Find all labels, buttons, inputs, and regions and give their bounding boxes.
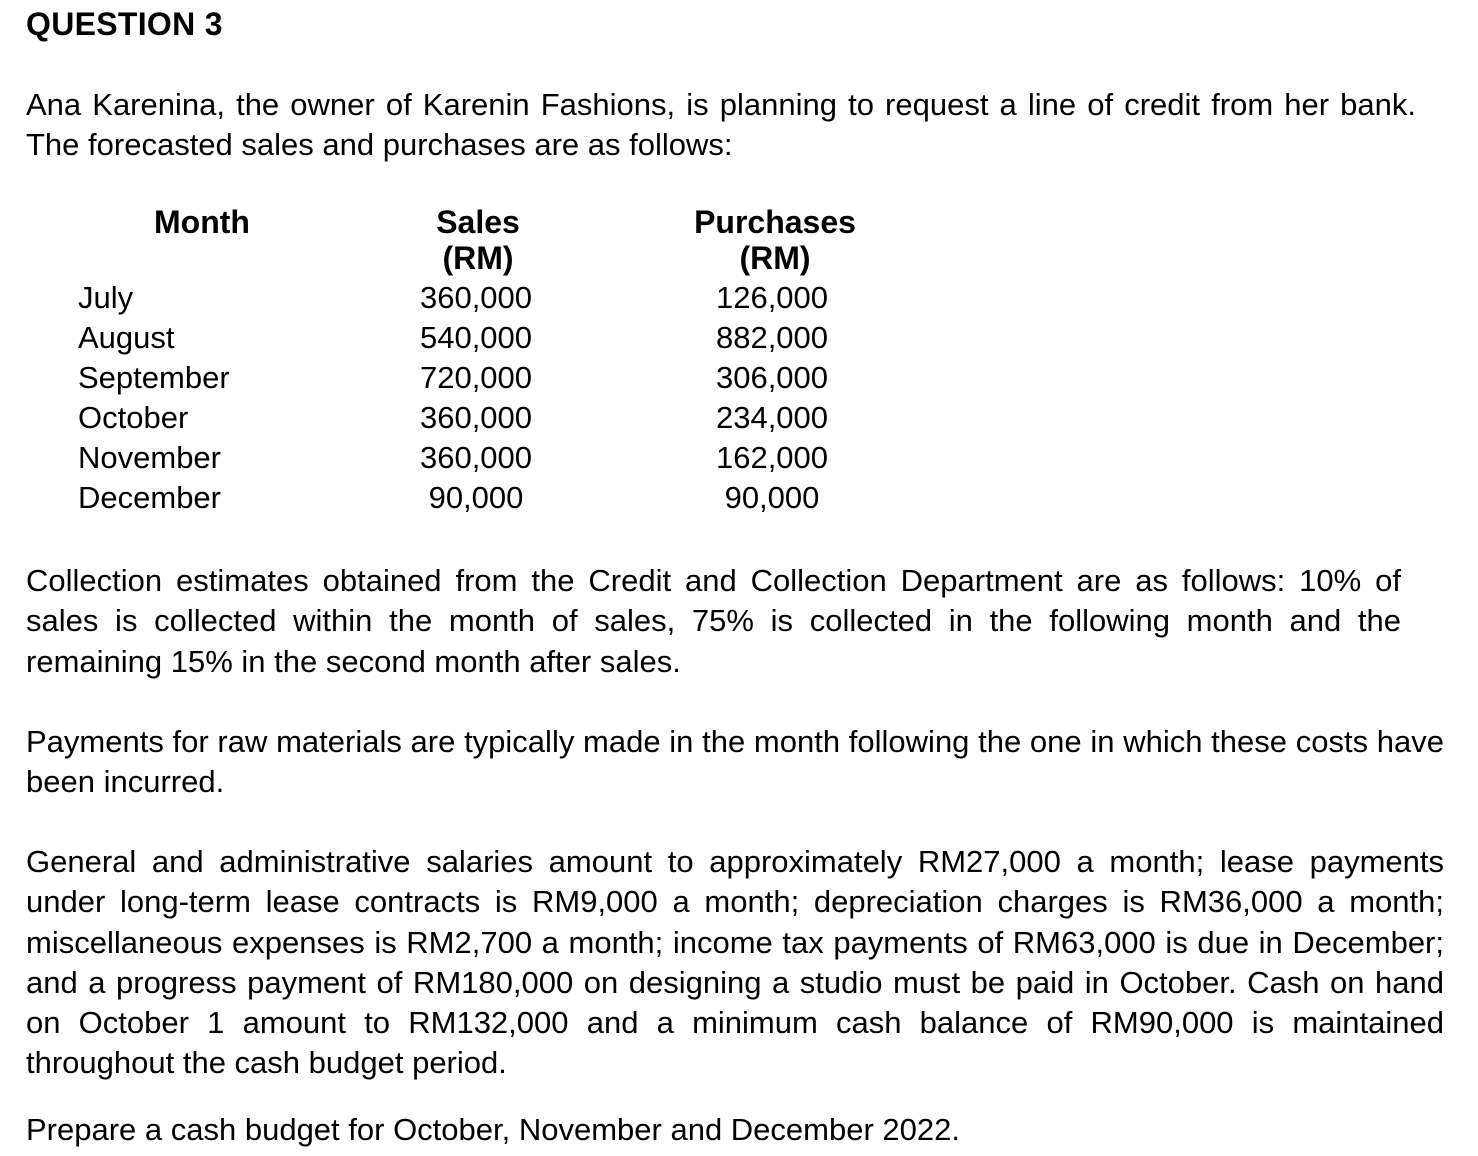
intro-paragraph: Ana Karenina, the owner of Karenin Fashions, is planning to request a line of credit from her bank. The forecasted sales and purchases are as follows:	[26, 87, 1416, 163]
sales-column	[396, 278, 556, 519]
sales-cell: 360,000	[419, 440, 533, 476]
month-cell: July	[78, 280, 134, 315]
expenses-paragraph: General and administrative salaries amount to approximately RM27,000 a month; lease payments under long-term lease contracts is RM9,000 a month; depreciation charges is RM36,000 a month; miscellaneous expenses is RM2,700 a month; income tax payments of RM63,000 is due in December; and a progress payment of RM180,000 on designing a studio must be paid in October. Cash on hand on October 1 amount to RM132,000 and a minimum cash balance of RM90,000 is maintained throughout the cash budget period.	[26, 844, 1444, 1081]
purchases-cell: 90,000	[724, 480, 820, 516]
sales-cell: 540,000	[419, 320, 533, 356]
header-purchases-unit: (RM)	[739, 240, 811, 276]
collection-paragraph: Collection estimates obtained from the Credit and Collection Department are as follows: 10% of sales is collected within the month of sales, 75% is collected in the following month and the remaining 15% in the second month after sales.	[26, 563, 1401, 679]
sales-cell: 360,000	[419, 400, 533, 436]
purchases-cell: 882,000	[715, 320, 829, 356]
question-heading: QUESTION 3	[26, 6, 223, 42]
header-purchases-label: Purchases	[694, 204, 856, 240]
purchases-cell: 126,000	[715, 280, 829, 315]
header-month	[120, 204, 284, 240]
task-paragraph: Prepare a cash budget for October, November and December 2022.	[26, 1112, 960, 1147]
month-cell: November	[78, 440, 221, 476]
header-month-label: Month	[154, 204, 250, 240]
header-sales-unit: (RM)	[442, 240, 514, 276]
month-cell: October	[78, 400, 189, 436]
sales-cell: 90,000	[428, 480, 524, 516]
header-sales-label: Sales	[436, 204, 520, 240]
month-cell: August	[78, 320, 175, 356]
month-cell: September	[78, 360, 230, 396]
header-purchases	[660, 204, 890, 276]
month-cell: December	[78, 480, 221, 516]
sales-cell: 360,000	[419, 280, 533, 315]
purchases-cell: 234,000	[715, 400, 829, 436]
header-sales	[400, 204, 556, 276]
payments-paragraph: Payments for raw materials are typically made in the month following the one in which these costs have been incurred.	[26, 724, 1444, 800]
purchases-cell: 162,000	[715, 440, 829, 476]
month-column	[78, 278, 230, 519]
sales-cell: 720,000	[419, 360, 533, 396]
purchases-column	[692, 278, 852, 519]
purchases-cell: 306,000	[715, 360, 829, 396]
forecast-table	[0, 0, 1478, 560]
